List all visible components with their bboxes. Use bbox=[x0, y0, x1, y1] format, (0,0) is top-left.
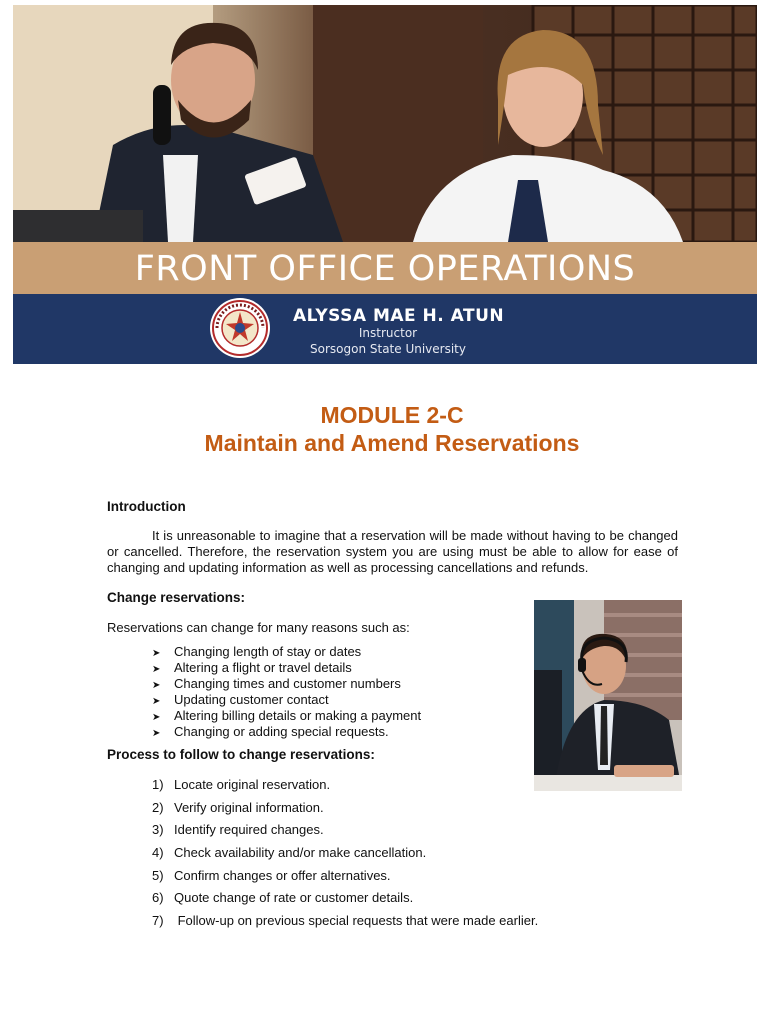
list-item: 5) Confirm changes or offer alternatives. bbox=[152, 867, 391, 883]
cover-title-band bbox=[13, 242, 757, 294]
list-item: 3) Identify required changes. bbox=[152, 822, 324, 838]
list-item: ➤ Updating customer contact bbox=[152, 692, 421, 708]
list-item: ➤ Changing length of stay or dates bbox=[152, 644, 421, 660]
list-item: ➤ Altering a flight or travel details bbox=[152, 660, 421, 676]
university-seal-icon bbox=[207, 297, 273, 359]
introduction-paragraph: It is unreasonable to imagine that a reservation will be made without having to be changed or cancelled. Therefore, the reservation system you are using must be able to allow for ease of changing and updating information as well as processing cancellations and refunds. bbox=[107, 528, 678, 575]
process-steps-list bbox=[152, 777, 538, 936]
call-center-agent-photo bbox=[534, 600, 682, 791]
list-item: 6) Quote change of rate or customer details. bbox=[152, 890, 414, 906]
reasons-list bbox=[152, 644, 421, 740]
module-code: MODULE 2-C bbox=[320, 402, 464, 428]
introduction-heading: Introduction bbox=[107, 499, 186, 514]
list-item: 1) Locate original reservation. bbox=[152, 777, 331, 792]
arrowhead-bullet-icon: ➤ bbox=[152, 712, 161, 723]
arrowhead-bullet-icon: ➤ bbox=[152, 648, 161, 659]
reasons-lead: Reservations can change for many reasons such as: bbox=[107, 620, 410, 635]
process-heading: Process to follow to change reservations: bbox=[107, 747, 375, 762]
list-item: 4) Check availability and/or make cancellation. bbox=[152, 845, 427, 861]
list-item: ➤ Altering billing details or making a payment bbox=[152, 708, 421, 724]
list-item: ➤ Changing times and customer numbers bbox=[152, 676, 421, 692]
list-item: ➤ Changing or adding special requests. bbox=[152, 724, 421, 740]
module-title: Maintain and Amend Reservations bbox=[204, 430, 580, 456]
change-reservations-heading: Change reservations: bbox=[107, 590, 246, 605]
arrowhead-bullet-icon: ➤ bbox=[152, 696, 161, 707]
cover-photo bbox=[13, 5, 757, 242]
list-item: 7) Follow-up on previous special requests that were made earlier. bbox=[152, 913, 539, 929]
cover-title: FRONT OFFICE OPERATIONS bbox=[134, 249, 636, 289]
instructor-school: Sorsogon State University bbox=[310, 342, 466, 356]
instructor-name: ALYSSA MAE H. ATUN bbox=[293, 306, 505, 326]
arrowhead-bullet-icon: ➤ bbox=[152, 680, 161, 691]
arrowhead-bullet-icon: ➤ bbox=[152, 728, 161, 739]
list-item: 2) Verify original information. bbox=[152, 799, 324, 815]
arrowhead-bullet-icon: ➤ bbox=[152, 664, 161, 675]
instructor-role: Instructor bbox=[358, 326, 418, 340]
